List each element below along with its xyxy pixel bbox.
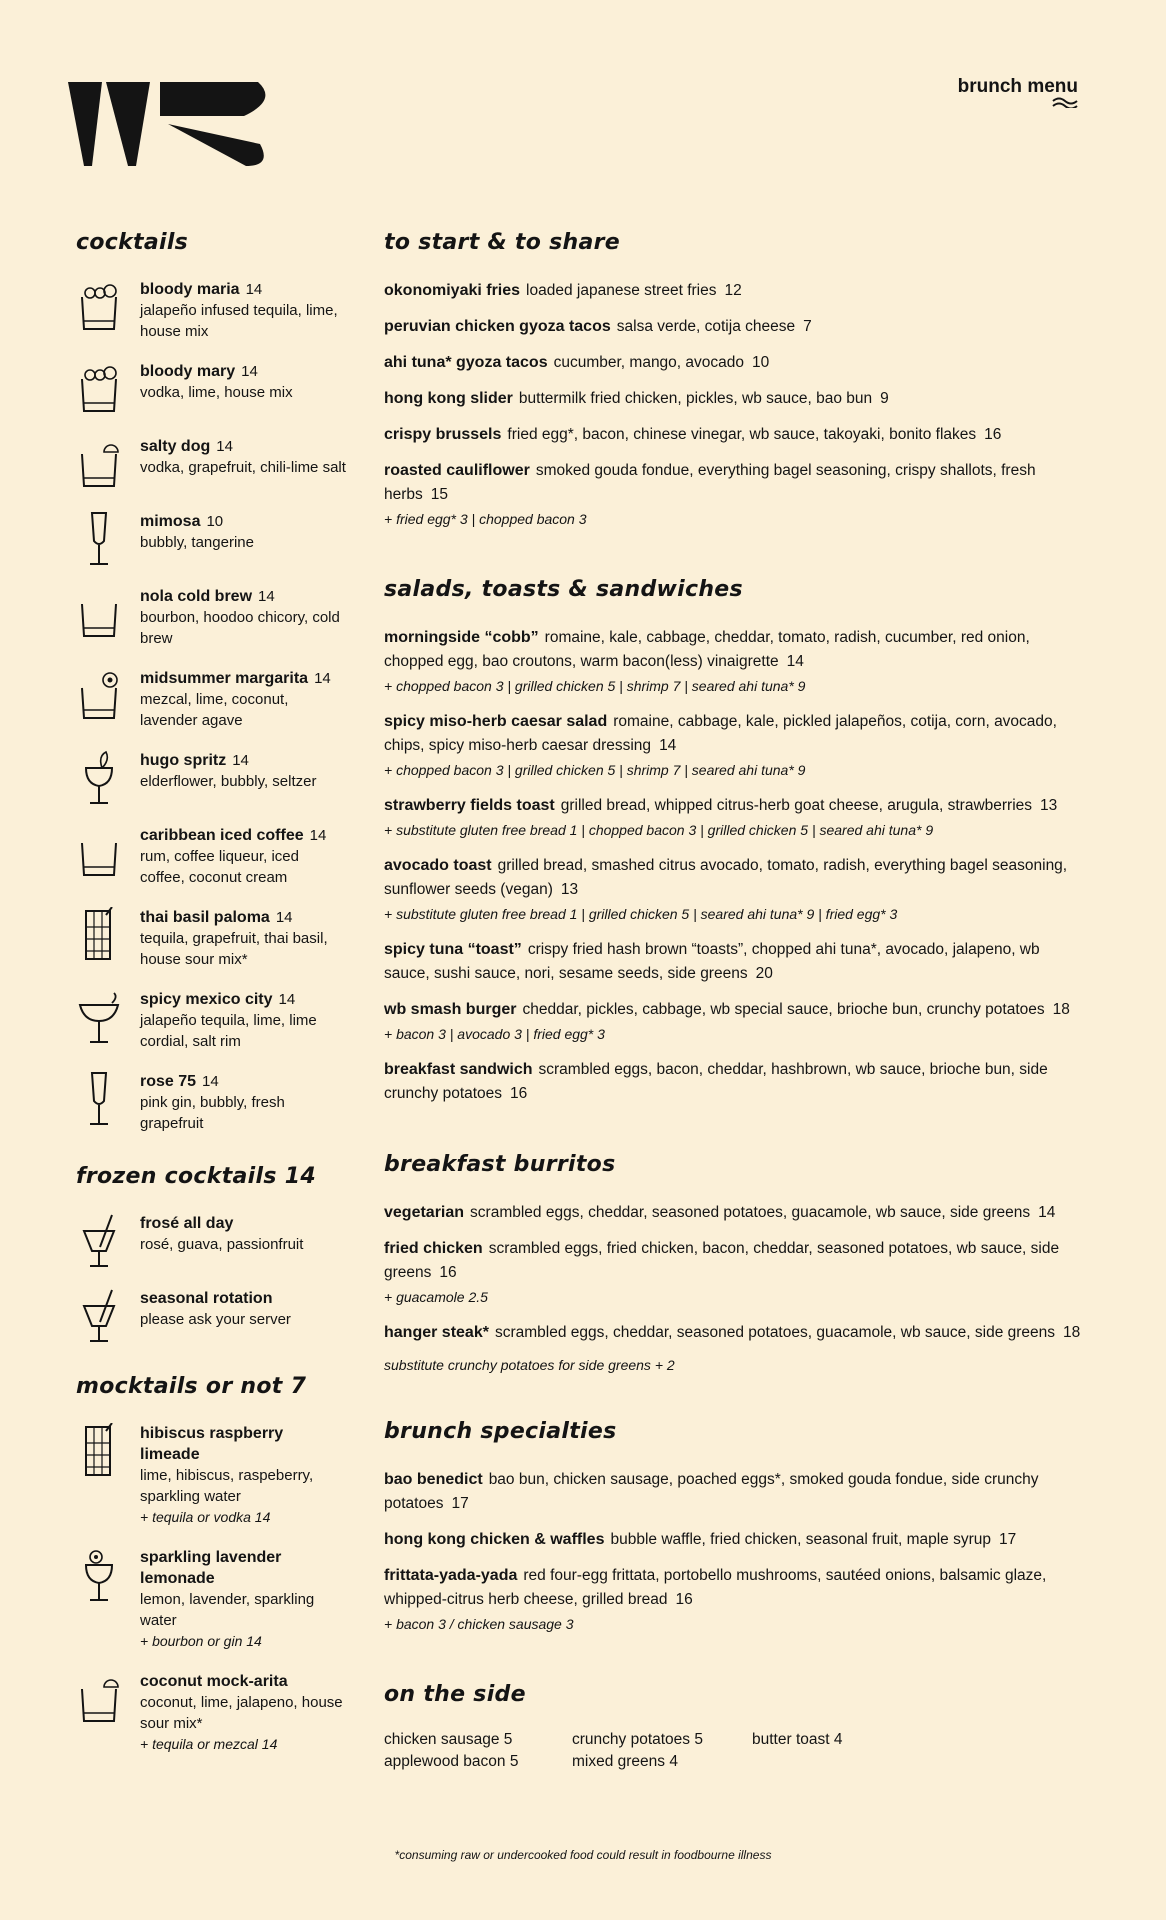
cocktails-heading: cocktails	[76, 230, 189, 255]
mocktail-list	[76, 1423, 346, 1755]
menu-item	[384, 1058, 1084, 1106]
drink-price: 14	[314, 670, 331, 687]
highball-glass-icon	[76, 1423, 122, 1479]
drink-item	[76, 1288, 346, 1344]
item-addon: + chopped bacon 3 | grilled chicken 5 | shrimp 7 | seared ahi tuna* 9	[384, 762, 806, 778]
menu-item	[384, 854, 1084, 926]
highball-glass-icon	[76, 907, 122, 963]
drink-text	[140, 279, 346, 342]
drink-price: 14	[232, 752, 249, 769]
item-price: 20	[755, 965, 773, 982]
item-description: scrambled eggs, cheddar, seasoned potatoes, guacamole, wb sauce, side greens	[470, 1204, 1031, 1221]
food-column	[384, 230, 1084, 1771]
item-name: hanger steak*	[384, 1324, 489, 1341]
item-price: 17	[451, 1495, 469, 1512]
item-price: 14	[659, 737, 677, 754]
item-name: ahi tuna* gyoza tacos	[384, 354, 548, 371]
menu-item	[384, 1564, 1084, 1636]
drink-name: frosé all day	[140, 1215, 234, 1232]
drink-description: lime, hibiscus, raspeberry, sparkling water	[140, 1467, 314, 1505]
menu-item	[384, 351, 1084, 375]
drink-text	[140, 511, 254, 553]
drink-text	[140, 1071, 346, 1134]
item-name: breakfast sandwich	[384, 1061, 533, 1078]
specialties-list	[384, 1468, 1084, 1636]
drink-description: rosé, guava, passionfruit	[140, 1236, 304, 1253]
menu-item	[384, 423, 1084, 447]
item-price: 14	[1038, 1204, 1056, 1221]
item-price: 16	[675, 1591, 693, 1608]
item-price: 16	[510, 1085, 528, 1102]
drink-name: nola cold brew	[140, 588, 253, 605]
item-price: 14	[786, 653, 804, 670]
sides-heading: on the side	[384, 1682, 526, 1707]
item-price: 15	[430, 486, 449, 503]
drink-name: rose 75	[140, 1073, 197, 1090]
start-heading: to start & to share	[384, 230, 620, 255]
menu-item	[384, 998, 1084, 1046]
menu-title-text: brunch menu	[957, 76, 1078, 97]
drinks-column	[76, 230, 346, 1774]
drink-description: jalapeño infused tequila, lime, house mix	[140, 302, 338, 340]
item-addon: + fried egg* 3 | chopped bacon 3	[384, 511, 587, 527]
burritos-list	[384, 1201, 1084, 1345]
menu-item	[384, 1321, 1084, 1345]
item-addon: + substitute gluten free bread 1 | chopped bacon 3 | grilled chicken 5 | seared ahi tuna* 9	[384, 822, 934, 838]
menu-item	[384, 710, 1084, 782]
side-item: crunchy potatoes 5	[572, 1731, 703, 1748]
item-name: okonomiyaki fries	[384, 282, 521, 299]
drink-text	[140, 1288, 291, 1330]
item-addon: + chopped bacon 3 | grilled chicken 5 | shrimp 7 | seared ahi tuna* 9	[384, 678, 806, 694]
drink-name: spicy mexico city	[140, 991, 273, 1008]
frozen-heading: frozen cocktails 14	[76, 1164, 316, 1189]
item-price: 10	[752, 354, 770, 371]
item-name: spicy miso-herb caesar salad	[384, 713, 608, 730]
menu-item	[384, 794, 1084, 842]
mocktails-heading: mocktails or not 7	[76, 1374, 307, 1399]
drink-description: jalapeño tequila, lime, lime cordial, salt rim	[140, 1012, 317, 1050]
item-description: salsa verde, cotija cheese	[616, 318, 796, 335]
menu-item	[384, 387, 1084, 411]
item-description: red four-egg frittata, portobello mushrooms, sautéed onions, balsamic glaze, whipped-citrus herb cheese, grilled bread	[384, 1567, 1047, 1608]
drink-name: bloody mary	[140, 363, 236, 380]
menu-item	[384, 459, 1084, 531]
drink-text	[140, 1547, 346, 1652]
burritos-note: substitute crunchy potatoes for side greens + 2	[384, 1357, 675, 1373]
wine-glass-leaf-icon	[76, 750, 122, 806]
drink-item	[76, 907, 346, 970]
drink-name: midsummer margarita	[140, 670, 309, 687]
drink-price: 14	[202, 1073, 219, 1090]
rocks-glass-icon	[76, 586, 122, 642]
item-name: hong kong slider	[384, 390, 513, 407]
drink-text	[140, 1671, 346, 1755]
item-name: fried chicken	[384, 1240, 483, 1257]
item-description: fried egg*, bacon, chinese vinegar, wb sauce, takoyaki, bonito flakes	[507, 426, 977, 443]
menu-item	[384, 938, 1084, 986]
drink-text	[140, 1423, 346, 1528]
sides-list	[384, 1731, 1084, 1771]
drink-price: 14	[216, 438, 233, 455]
drink-item	[76, 1547, 346, 1652]
drink-item	[76, 511, 346, 567]
item-description: romaine, cabbage, kale, pickled jalapeños, cotija, corn, avocado, chips, spicy miso-herb caesar dressing	[384, 713, 1057, 754]
drink-price: 14	[309, 827, 327, 844]
salads-section	[384, 577, 1084, 1106]
item-name: peruvian chicken gyoza tacos	[384, 318, 611, 335]
drink-text	[140, 586, 346, 649]
item-addon: + bacon 3 | avocado 3 | fried egg* 3	[384, 1026, 605, 1042]
item-price: 9	[880, 390, 889, 407]
cocktails-section	[76, 230, 346, 1134]
rocks-glass-citrus-icon	[76, 1671, 122, 1727]
item-description: scrambled eggs, fried chicken, bacon, cheddar, seasoned potatoes, wb sauce, side greens	[384, 1240, 1060, 1281]
drink-name: caribbean iced coffee	[140, 827, 304, 844]
menu-title	[958, 76, 1078, 108]
side-item: mixed greens 4	[572, 1753, 678, 1770]
frozen-glass-straw-icon	[76, 1288, 122, 1344]
drink-item	[76, 668, 346, 731]
drink-text	[140, 750, 316, 792]
item-description: scrambled eggs, cheddar, seasoned potatoes, guacamole, wb sauce, side greens	[494, 1324, 1056, 1341]
drink-price: 14	[275, 909, 293, 926]
side-item: applewood bacon 5	[384, 1753, 519, 1770]
side-item: butter toast 4	[752, 1731, 843, 1748]
item-description: loaded japanese street fries	[526, 282, 717, 299]
rocks-glass-garnish-icon	[76, 361, 122, 417]
item-price: 13	[1040, 797, 1058, 814]
drink-name: thai basil paloma	[140, 909, 270, 926]
item-name: bao benedict	[384, 1471, 483, 1488]
drink-item	[76, 825, 346, 888]
footnote: *consuming raw or undercooked food could result in foodbourne illness	[394, 1848, 772, 1862]
drink-name: seasonal rotation	[140, 1290, 273, 1307]
start-list	[384, 279, 1084, 531]
drink-text	[140, 668, 346, 731]
drink-description: mezcal, lime, coconut, lavender agave	[140, 691, 289, 729]
item-name: hong kong chicken & waffles	[384, 1531, 605, 1548]
drink-description: elderflower, bubbly, seltzer	[140, 773, 317, 790]
burritos-section	[384, 1152, 1084, 1373]
drink-description: lemon, lavender, sparkling water	[140, 1591, 315, 1629]
specialties-section	[384, 1419, 1084, 1636]
salads-heading: salads, toasts & sandwiches	[384, 577, 743, 602]
item-price: 18	[1063, 1324, 1081, 1341]
item-price: 18	[1052, 1001, 1070, 1018]
drink-description: please ask your server	[140, 1311, 291, 1328]
drink-item	[76, 1671, 346, 1755]
item-price: 17	[999, 1531, 1017, 1548]
menu-item	[384, 626, 1084, 698]
item-description: cheddar, pickles, cabbage, wb special sauce, brioche bun, crunchy potatoes	[522, 1001, 1045, 1018]
item-description: grilled bread, smashed citrus avocado, tomato, radish, everything bagel seasoning, sunflower seeds (vegan)	[384, 857, 1068, 898]
drink-price: 14	[278, 991, 296, 1008]
item-price: 12	[724, 282, 742, 299]
frozen-list	[76, 1213, 346, 1344]
drink-name: hugo spritz	[140, 752, 227, 769]
sides-section	[384, 1682, 1084, 1771]
drink-price: 10	[206, 513, 224, 530]
item-addon: + guacamole 2.5	[384, 1289, 488, 1305]
item-addon: + substitute gluten free bread 1 | grilled chicken 5 | seared ahi tuna* 9 | fried egg* 3	[384, 906, 898, 922]
drink-name: bloody maria	[140, 281, 240, 298]
menu-item	[384, 1468, 1084, 1516]
mocktails-section	[76, 1374, 346, 1755]
item-description: grilled bread, whipped citrus-herb goat cheese, arugula, strawberries	[560, 797, 1033, 814]
wine-glass-flower-icon	[76, 1547, 122, 1603]
wb-logo	[68, 80, 268, 170]
cocktail-list	[76, 279, 346, 1134]
menu-item	[384, 1528, 1084, 1552]
item-price: 7	[803, 318, 812, 335]
frozen-section	[76, 1164, 346, 1344]
drink-item	[76, 1423, 346, 1528]
coupe-glass-icon	[76, 989, 122, 1045]
menu-item	[384, 1237, 1084, 1309]
drink-text	[140, 907, 346, 970]
drink-name: mimosa	[140, 513, 201, 530]
item-name: strawberry fields toast	[384, 797, 555, 814]
drink-item	[76, 586, 346, 649]
drink-description: bourbon, hoodoo chicory, cold brew	[140, 609, 340, 647]
drink-description: tequila, grapefruit, thai basil, house sour mix*	[140, 930, 328, 968]
drink-description: rum, coffee liqueur, iced coffee, coconut cream	[140, 848, 299, 886]
item-description: scrambled eggs, bacon, cheddar, hashbrown, wb sauce, brioche bun, side crunchy potatoes	[384, 1061, 1048, 1102]
item-description: buttermilk fried chicken, pickles, wb sauce, bao bun	[518, 390, 873, 407]
rocks-glass-flower-icon	[76, 668, 122, 724]
item-price: 16	[984, 426, 1002, 443]
salads-list	[384, 626, 1084, 1106]
item-description: crispy fried hash brown “toasts”, chopped ahi tuna*, avocado, jalapeno, wb sauce, sushi sauce, nori, sesame seeds, side greens	[384, 941, 1040, 982]
drink-text	[140, 989, 346, 1052]
rocks-glass-citrus-icon	[76, 436, 122, 492]
burritos-heading: breakfast burritos	[384, 1152, 616, 1177]
item-name: frittata-yada-yada	[384, 1567, 518, 1584]
drink-addon: + tequila or mezcal 14	[140, 1736, 278, 1752]
item-addon: + bacon 3 / chicken sausage 3	[384, 1616, 574, 1632]
start-section	[384, 230, 1084, 531]
drink-name: hibiscus raspberry limeade	[140, 1425, 284, 1463]
drink-description: vodka, lime, house mix	[140, 384, 293, 401]
drink-item	[76, 750, 346, 806]
drink-item	[76, 361, 346, 417]
drink-description: vodka, grapefruit, chili-lime salt	[140, 459, 346, 476]
frozen-glass-straw-icon	[76, 1213, 122, 1269]
item-name: morningside “cobb”	[384, 629, 539, 646]
drink-price: 14	[258, 588, 275, 605]
menu-item	[384, 1201, 1084, 1225]
drink-description: pink gin, bubbly, fresh grapefruit	[140, 1094, 285, 1132]
drink-item	[76, 1213, 346, 1269]
drink-text	[140, 436, 346, 478]
item-name: roasted cauliflower	[384, 462, 530, 479]
drink-name: salty dog	[140, 438, 211, 455]
item-description: romaine, kale, cabbage, cheddar, tomato, radish, cucumber, red onion, chopped egg, bao croutons, warm bacon(less) vinaigrette	[384, 629, 1030, 670]
rocks-glass-garnish-icon	[76, 279, 122, 335]
drink-item	[76, 989, 346, 1052]
drink-price: 14	[241, 363, 258, 380]
drink-description: coconut, lime, jalapeno, house sour mix*	[140, 1694, 343, 1732]
drink-text	[140, 1213, 303, 1255]
drink-addon: + tequila or vodka 14	[140, 1509, 271, 1525]
specialties-heading: brunch specialties	[384, 1419, 617, 1444]
drink-text	[140, 361, 293, 403]
drink-price: 14	[245, 281, 263, 298]
drink-item	[76, 436, 346, 492]
drink-name: coconut mock-arita	[140, 1673, 288, 1690]
item-description: bao bun, chicken sausage, poached eggs*, smoked gouda fondue, side crunchy potatoes	[384, 1471, 1039, 1512]
drink-description: bubbly, tangerine	[140, 534, 254, 551]
flute-glass-icon	[76, 511, 122, 567]
drink-addon: + bourbon or gin 14	[140, 1633, 262, 1649]
item-price: 13	[560, 881, 579, 898]
menu-item	[384, 279, 1084, 303]
drink-text	[140, 825, 346, 888]
item-description: bubble waffle, fried chicken, seasonal fruit, maple syrup	[610, 1531, 992, 1548]
drink-item	[76, 1071, 346, 1134]
item-name: crispy brussels	[384, 426, 502, 443]
item-price: 16	[439, 1264, 457, 1281]
flute-glass-icon	[76, 1071, 122, 1127]
item-name: avocado toast	[384, 857, 492, 874]
drink-name: sparkling lavender lemonade	[140, 1549, 282, 1587]
item-name: spicy tuna “toast”	[384, 941, 522, 958]
item-description: cucumber, mango, avocado	[553, 354, 745, 371]
item-description: smoked gouda fondue, everything bagel seasoning, crispy shallots, fresh herbs	[384, 462, 1036, 503]
item-name: vegetarian	[384, 1204, 465, 1221]
rocks-glass-icon	[76, 825, 122, 881]
drink-item	[76, 279, 346, 342]
item-name: wb smash burger	[384, 1001, 517, 1018]
menu-item	[384, 315, 1084, 339]
side-item: chicken sausage 5	[384, 1731, 513, 1748]
wave-icon	[1052, 96, 1078, 108]
